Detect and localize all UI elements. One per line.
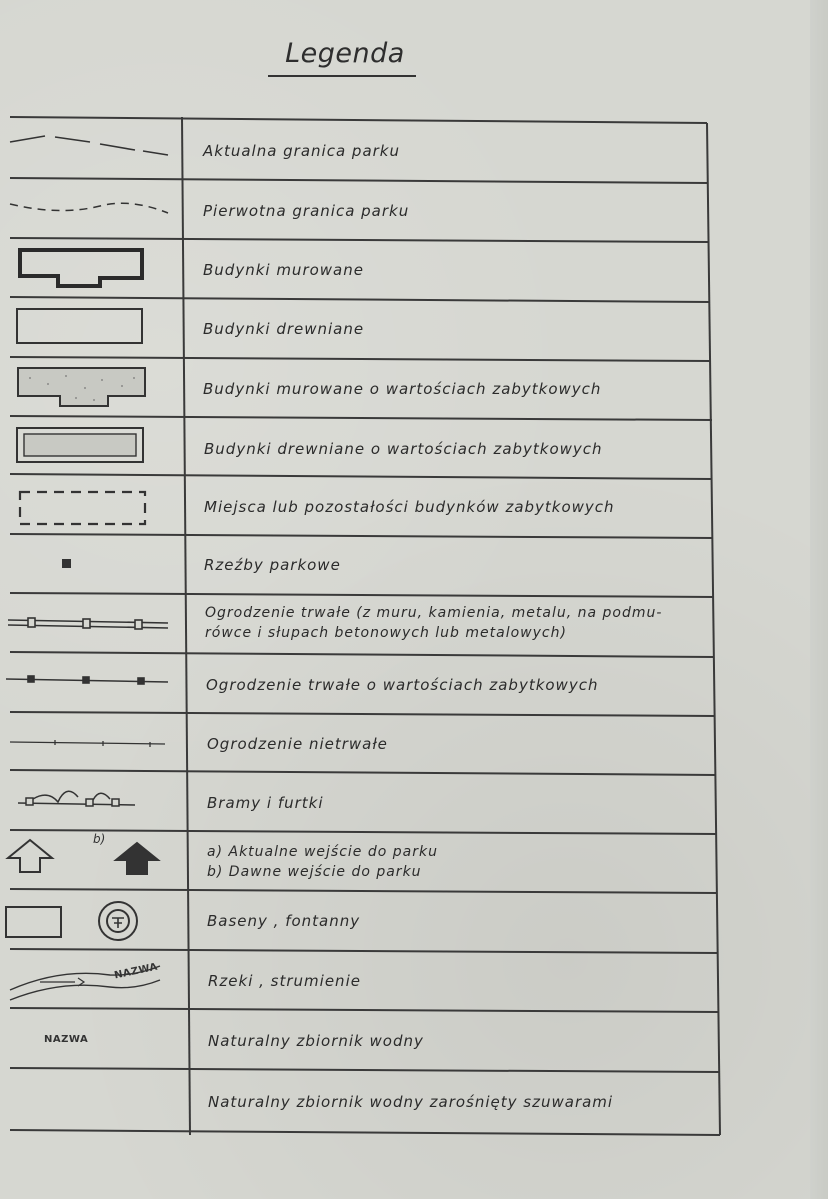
label-reed-pond: Naturalny zbiornik wodny zarośnięty szuwarami xyxy=(208,1093,614,1111)
label-permanent-fence xyxy=(205,603,662,643)
entrance-arrows-icon xyxy=(8,840,158,874)
row-line xyxy=(10,474,712,479)
entrance-b-mark: b) xyxy=(93,832,106,846)
row-line xyxy=(10,949,718,953)
row-line xyxy=(10,889,717,893)
label-entrance-current: a) Aktualne wejście do parku xyxy=(207,844,438,860)
historic-brick-building-icon xyxy=(18,368,145,406)
label-permanent-fence-line1: Ogrodzenie trwałe (z muru, kamienia, metalu, na podmu- xyxy=(205,605,663,621)
row-line xyxy=(10,770,716,775)
row-line xyxy=(10,297,710,302)
label-temporary-fence: Ogrodzenie nietrwałe xyxy=(207,735,388,753)
row-line xyxy=(10,652,714,657)
row-line xyxy=(10,712,715,716)
park-boundary-current-icon xyxy=(10,136,168,155)
row-line xyxy=(10,238,709,242)
row-line xyxy=(10,178,708,183)
label-building-remains: Miejsca lub pozostałości budynków zabytkowych xyxy=(204,498,615,516)
label-sculpture: Rzeźby parkowe xyxy=(204,556,341,574)
temporary-fence-icon xyxy=(10,740,165,747)
wooden-building-icon xyxy=(17,309,142,343)
label-wooden-building: Budynki drewniane xyxy=(203,320,365,338)
row-line xyxy=(10,830,716,834)
pool-fountain-icon xyxy=(6,902,137,940)
pond-name-tag: NAZWA xyxy=(44,1034,89,1045)
historic-wooden-building-icon xyxy=(17,428,143,462)
table-bottom-line xyxy=(10,1130,720,1135)
river-name-tag: NAZWA xyxy=(113,961,159,982)
table-divider xyxy=(182,117,190,1135)
label-park-boundary-original: Pierwotna granica parku xyxy=(203,202,410,220)
gate-icon xyxy=(18,791,135,806)
park-boundary-original-icon xyxy=(10,203,168,213)
table-top-line xyxy=(10,117,707,123)
label-gates: Bramy i furtki xyxy=(207,794,324,812)
label-brick-building: Budynki murowane xyxy=(203,261,364,279)
label-park-boundary-current: Aktualna granica parku xyxy=(203,142,400,160)
row-line xyxy=(10,357,711,361)
label-pond: Naturalny zbiornik wodny xyxy=(208,1032,424,1050)
label-entrance-former: b) Dawne wejście do parku xyxy=(207,864,422,880)
building-remains-icon xyxy=(20,492,145,524)
label-historic-brick-building: Budynki murowane o wartościach zabytkowych xyxy=(203,380,602,398)
row-line xyxy=(10,1008,718,1012)
row-line xyxy=(10,534,713,538)
label-entrances xyxy=(207,842,438,882)
brick-building-icon xyxy=(20,250,142,286)
row-line xyxy=(10,416,712,420)
sculpture-icon xyxy=(62,559,71,568)
table-right-edge xyxy=(707,123,720,1135)
label-rivers: Rzeki , strumienie xyxy=(208,972,361,990)
legend-title: Legenda xyxy=(285,38,405,69)
label-pools-fountains: Baseny , fontanny xyxy=(207,912,361,930)
permanent-fence-icon xyxy=(8,618,168,629)
historic-fence-icon xyxy=(6,676,168,684)
row-line xyxy=(10,1068,719,1072)
row-line xyxy=(10,593,714,597)
label-permanent-fence-line2: rówce i słupach betonowych lub metalowych) xyxy=(205,625,567,641)
label-historic-fence: Ogrodzenie trwałe o wartościach zabytkowych xyxy=(206,676,599,694)
label-historic-wooden-building: Budynki drewniane o wartościach zabytkowych xyxy=(204,440,603,458)
